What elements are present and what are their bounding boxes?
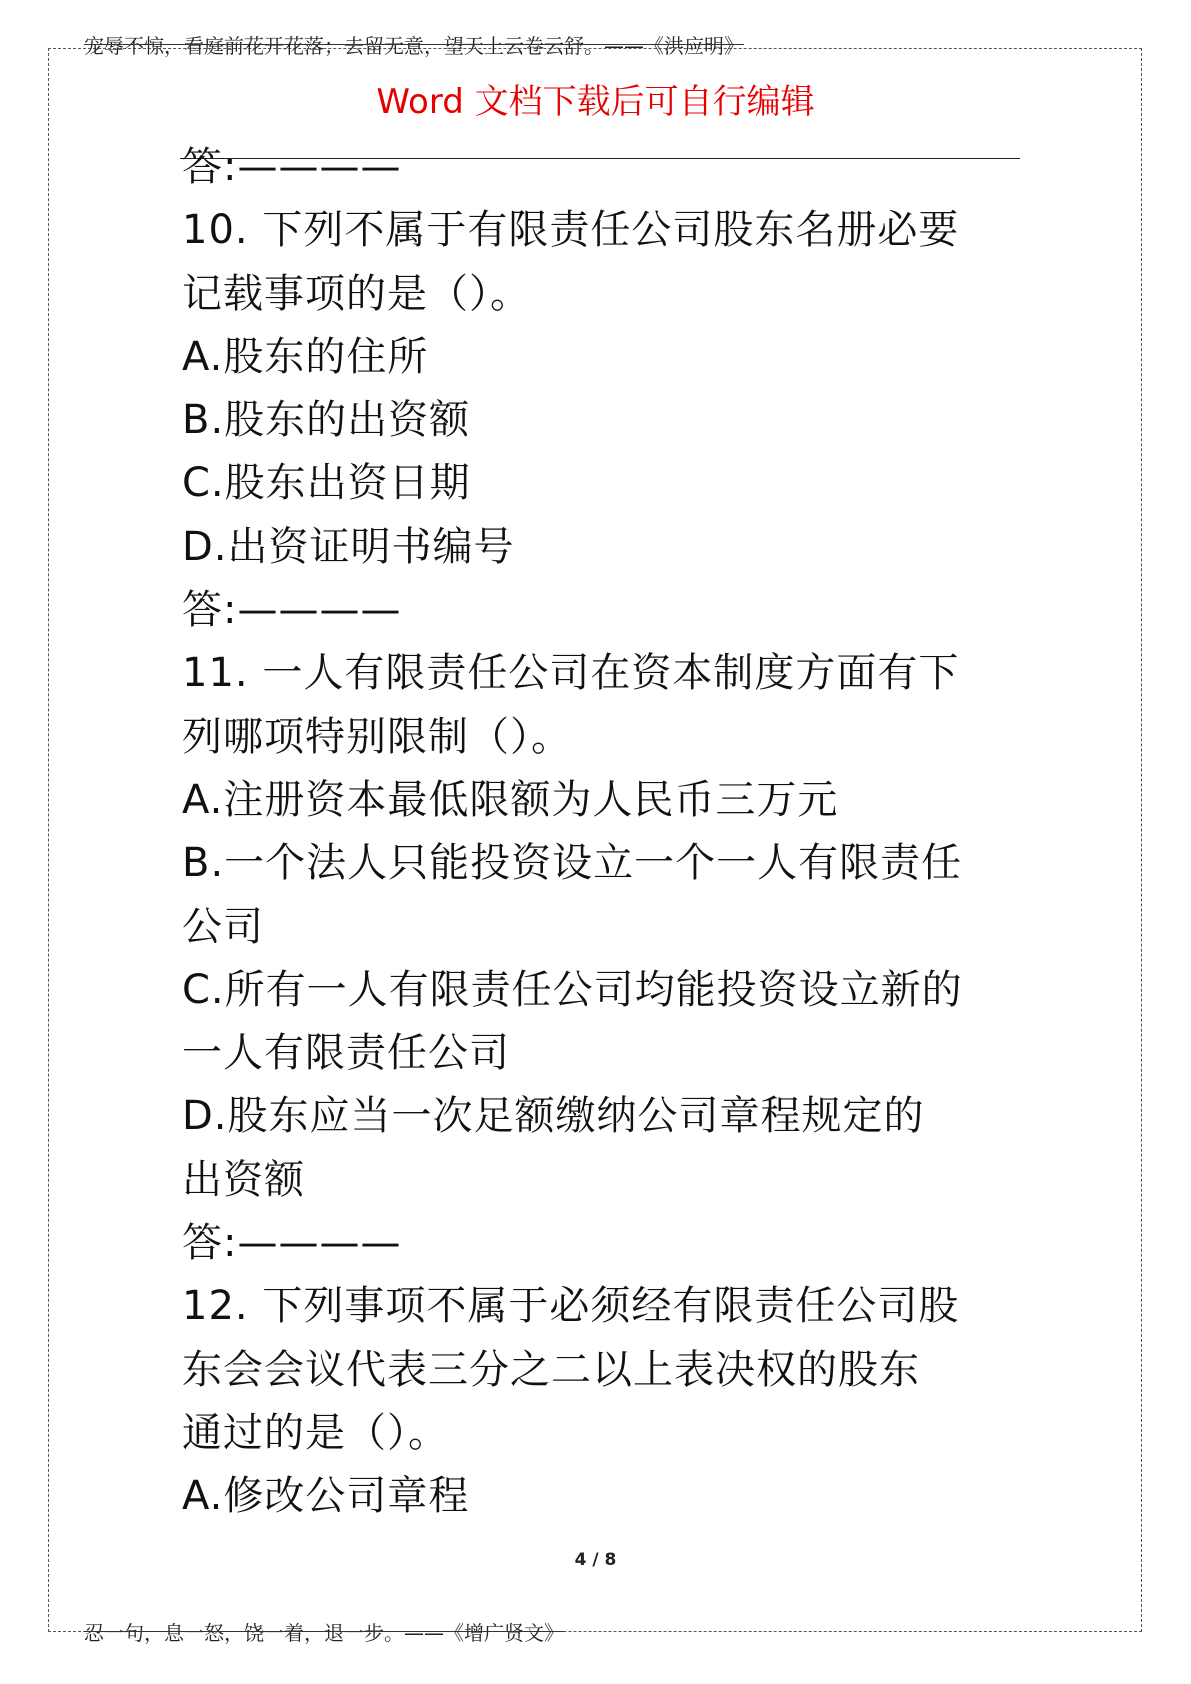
question-10-option-d: D.出资证明书编号 bbox=[182, 523, 515, 570]
question-10-text: 10. 下列不属于有限责任公司股东名册必要 bbox=[182, 207, 960, 254]
answer-line: 答:———— bbox=[182, 1220, 402, 1267]
question-11-option-a: A.注册资本最低限额为人民币三万元 bbox=[182, 776, 839, 823]
header-quote: 宠辱不惊，看庭前花开花落；去留无意，望天上云卷云舒。——《洪应明》 bbox=[84, 30, 744, 59]
question-10-option-c: C.股东出资日期 bbox=[182, 460, 471, 507]
question-11-option-d: D.股东应当一次足额缴纳公司章程规定的 bbox=[182, 1093, 925, 1140]
question-11-option-b-cont: 公司 bbox=[182, 903, 264, 950]
question-11-option-c-cont: 一人有限责任公司 bbox=[182, 1030, 510, 1077]
answer-line: 答:———— bbox=[182, 587, 402, 634]
document-body bbox=[182, 136, 1022, 1529]
question-11-text-cont: 列哪项特别限制（）。 bbox=[182, 713, 572, 760]
question-10-text-cont: 记载事项的是（）。 bbox=[182, 270, 531, 317]
question-10-option-a: A.股东的住所 bbox=[182, 333, 429, 380]
question-11-option-b: B.一个法人只能投资设立一个一人有限责任 bbox=[182, 840, 963, 887]
question-11-text: 11. 一人有限责任公司在资本制度方面有下 bbox=[182, 650, 960, 697]
question-11-option-c: C.所有一人有限责任公司均能投资设立新的 bbox=[182, 966, 963, 1013]
download-banner: Word 文档下载后可自行编辑 bbox=[376, 82, 815, 122]
question-12-text: 12. 下列事项不属于必须经有限责任公司股 bbox=[182, 1283, 960, 1330]
answer-line: 答:———— bbox=[182, 144, 402, 190]
question-12-option-a: A.修改公司章程 bbox=[182, 1473, 470, 1520]
page-number: 4 / 8 bbox=[574, 1550, 617, 1570]
question-11-option-d-cont: 出资额 bbox=[182, 1156, 305, 1203]
question-10-option-b: B.股东的出资额 bbox=[182, 397, 471, 444]
question-12-text-cont: 通过的是（）。 bbox=[182, 1409, 449, 1456]
footer-quote: 忍一句，息一怒，饶一着，退一步。——《增广贤文》 bbox=[84, 1617, 564, 1646]
question-12-text-cont: 东会会议代表三分之二以上表决权的股东 bbox=[182, 1346, 920, 1393]
